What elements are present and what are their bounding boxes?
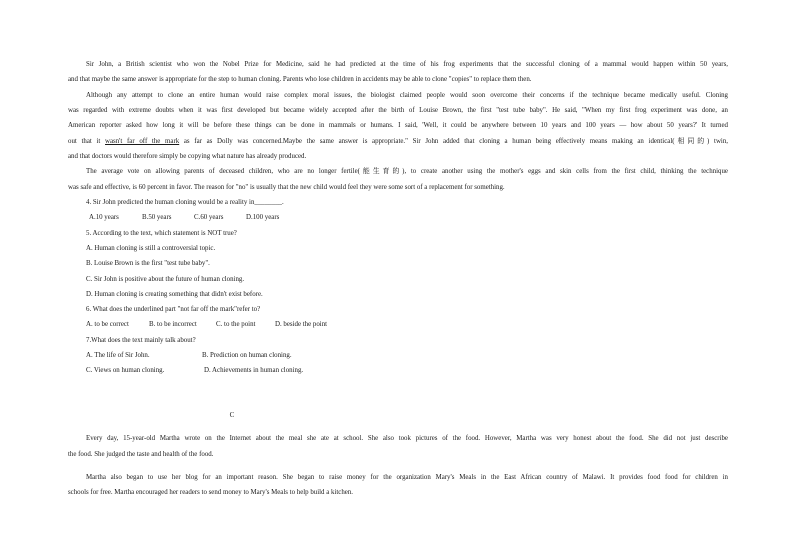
q7-option-a: A. The life of Sir John. xyxy=(86,352,150,359)
passage-b-p3-line1: The average vote on allowing parents of deceased children, who are no longer fertile(能生育的), to create another using the mother's eggs and skin cells from the first child, thinking the technique xyxy=(86,168,728,175)
p2-line4-after: as far as Dolly was concerned.Maybe the same answer is appropriate." Sir John added that cloning a human being effectively means making an identical(相同的) twin, xyxy=(179,138,728,145)
q7-option-b: B. Prediction on human cloning. xyxy=(202,352,292,359)
passage-b-p2-line3: American reporter asked how long it will be before these things can be done in mammals or humans. I said, 'Well, it could be anywhere between 10 years and 100 years — how about 50 years?' It turned xyxy=(68,122,728,129)
passage-c-heading: C xyxy=(229,411,235,419)
q5-option-c: C. Sir John is positive about the future of human cloning. xyxy=(86,276,245,283)
passage-c-p1-line1: Every day, 15-year-old Martha wrote on the Internet about the meal she ate at school. She also took pictures of the food. However, Martha was very honest about the food. She did not just describe xyxy=(86,435,728,442)
q6-option-b: B. to be incorrect xyxy=(149,321,197,328)
q6-option-a: A. to be correct xyxy=(86,321,129,328)
passage-c-p2-line1: Martha also began to use her blog for an important reason. She began to raise money for the organization Mary's Meals in the East African country of Malawi. It provides food food for children in xyxy=(86,474,728,481)
question-5-stem: 5. According to the text, which statement is NOT true? xyxy=(86,230,237,237)
q7-option-c: C. Views on human cloning. xyxy=(86,367,165,374)
q4-option-a: A.10 years xyxy=(89,214,119,221)
passage-b-p3-line2: was safe and effective, is 60 percent in favor. The reason for "no" is usually that the new child would feel they were some sort of a replacement for something. xyxy=(68,184,505,191)
q6-option-c: C. to the point xyxy=(216,321,256,328)
passage-b-p2-line2: was regarded with extreme doubts when it was first developed but became widely accepted after the birth of Louise Brown, the first "test tube baby". He said, "When my first frog experiment was done, an xyxy=(68,107,728,114)
p2-line4-before: out that it xyxy=(68,138,106,145)
q4-option-d: D.100 years xyxy=(246,214,280,221)
passage-c-p2-line2: schools for free. Martha encouraged her readers to send money to Mary's Meals to help build a kitchen. xyxy=(68,489,354,496)
q4-option-c: C.60 years xyxy=(194,214,224,221)
passage-b-p2-line5: and that doctors would therefore simply be copying what nature has already produced. xyxy=(68,153,307,160)
passage-c-p1-line2: the food. She judged the taste and health of the food. xyxy=(68,451,214,458)
underlined-phrase: wasn't far off the mark xyxy=(105,138,180,145)
q5-option-b: B. Louise Brown is the first "test tube baby". xyxy=(86,260,210,267)
question-4-stem: 4. Sir John predicted the human cloning would be a reality in________. xyxy=(86,199,284,206)
q5-option-a: A. Human cloning is still a controversial topic. xyxy=(86,245,216,252)
q7-option-d: D. Achievements in human cloning. xyxy=(204,367,304,374)
passage-b-p1-line1: Sir John, a British scientist who won the Nobel Prize for Medicine, said he had predicted at the time of his frog experiments that the successful cloning of a mammal would happen within 50 years, xyxy=(86,61,728,68)
question-7-stem: 7.What does the text mainly talk about? xyxy=(86,337,196,344)
passage-b-p1-line2: and that maybe the same answer is appropriate for the step to human cloning. Parents who lose children in accidents may be able to clone "copies" to replace them then. xyxy=(68,76,532,83)
question-6-stem: 6. What does the underlined part "not far off the mark"refer to? xyxy=(86,306,261,313)
passage-b-p2-line4 xyxy=(68,137,728,147)
q5-option-d: D. Human cloning is creating something that didn't exist before. xyxy=(86,291,263,298)
q6-option-d: D. beside the point xyxy=(275,321,328,328)
q4-option-b: B.50 years xyxy=(142,214,172,221)
passage-b-p2-line1: Although any attempt to clone an entire human would raise complex moral issues, the biologist claimed people would soon overcome their concerns if the technique became medically useful. Cloning xyxy=(86,92,728,99)
